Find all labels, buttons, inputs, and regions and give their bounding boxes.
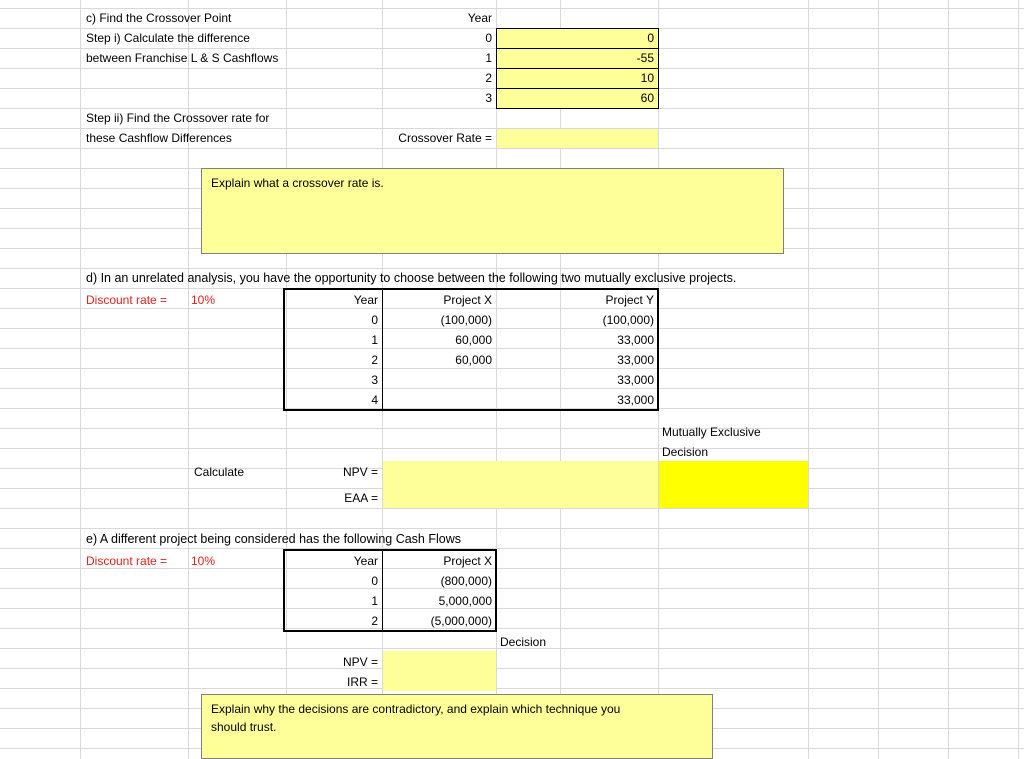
project-x-cell[interactable]: 60,000 [455,333,492,347]
project-x-header: Project X [443,554,492,568]
project-x-cell[interactable]: (5,000,000) [430,614,492,628]
discount-rate-label: Discount rate = [86,554,168,568]
diff-cell[interactable]: -55 [636,51,654,65]
project-y-header: Project Y [605,293,654,307]
year-header: Year [467,11,492,25]
mutually-exclusive-line2: Decision [662,445,709,459]
project-x-cell[interactable]: 60,000 [455,353,492,367]
discount-rate-value[interactable]: 10% [191,293,216,307]
project-x-cell[interactable]: (100,000) [440,313,492,327]
step1-line1: Step i) Calculate the difference [86,31,250,45]
npv-eaa-input-area[interactable] [383,461,658,508]
npv-irr-input-area[interactable] [383,651,496,691]
discount-rate-label: Discount rate = [86,293,168,307]
year-header: Year [353,554,378,568]
npv-label: NPV = [342,655,378,669]
year-cell[interactable]: 2 [371,353,378,367]
year-cell[interactable]: 0 [371,313,378,327]
project-y-cell[interactable]: 33,000 [617,373,654,387]
crossover-explain-prompt: Explain what a crossover rate is. [211,176,384,190]
year-cell[interactable]: 4 [371,393,378,407]
project-x-cell[interactable]: 5,000,000 [438,594,492,608]
project-y-cell[interactable]: 33,000 [617,353,654,367]
eaa-label: EAA = [344,491,378,505]
year-cell[interactable]: 1 [371,594,378,608]
irr-label: IRR = [346,675,378,689]
year-cell[interactable]: 0 [485,31,492,45]
diff-cell[interactable]: 60 [640,91,654,105]
step2-line1: Step ii) Find the Crossover rate for [86,111,270,125]
year-cell[interactable]: 3 [485,91,492,105]
crossover-rate-label: Crossover Rate = [398,131,492,145]
step2-line2: these Cashflow Differences [86,131,232,145]
contradiction-explain-line1: Explain why the decisions are contradictory, and explain which technique you [211,702,621,716]
year-header: Year [353,293,378,307]
mutually-exclusive-line1: Mutually Exclusive [662,425,761,439]
section-c-title: c) Find the Crossover Point [86,11,232,25]
diff-cell[interactable]: 10 [640,71,654,85]
diff-cell[interactable]: 0 [647,31,654,45]
contradiction-explain-line2: should trust. [211,720,277,734]
project-x-cell[interactable]: (800,000) [440,574,492,588]
project-x-header: Project X [443,293,492,307]
crossover-explain-box[interactable] [201,168,784,254]
section-d-title: d) In an unrelated analysis, you have the opportunity to choose between the following two mutually exclusive projects. [86,271,737,285]
year-cell[interactable]: 2 [371,614,378,628]
year-cell[interactable]: 1 [485,51,492,65]
mutually-exclusive-decision-input[interactable] [659,461,808,508]
project-y-cell[interactable]: 33,000 [617,333,654,347]
section-e-title: e) A different project being considered has the following Cash Flows [86,532,461,546]
project-y-cell[interactable]: 33,000 [617,393,654,407]
calculate-label: Calculate [194,465,245,479]
year-cell[interactable]: 2 [485,71,492,85]
year-cell[interactable]: 1 [371,333,378,347]
year-cell[interactable]: 3 [371,373,378,387]
year-cell[interactable]: 0 [371,574,378,588]
contradiction-explain-box[interactable] [201,694,713,759]
npv-label: NPV = [342,465,378,479]
project-y-cell[interactable]: (100,000) [602,313,654,327]
decision-label: Decision [500,635,547,649]
step1-line2: between Franchise L & S Cashflows [86,51,279,65]
discount-rate-value[interactable]: 10% [191,554,216,568]
crossover-rate-input[interactable] [497,129,658,148]
